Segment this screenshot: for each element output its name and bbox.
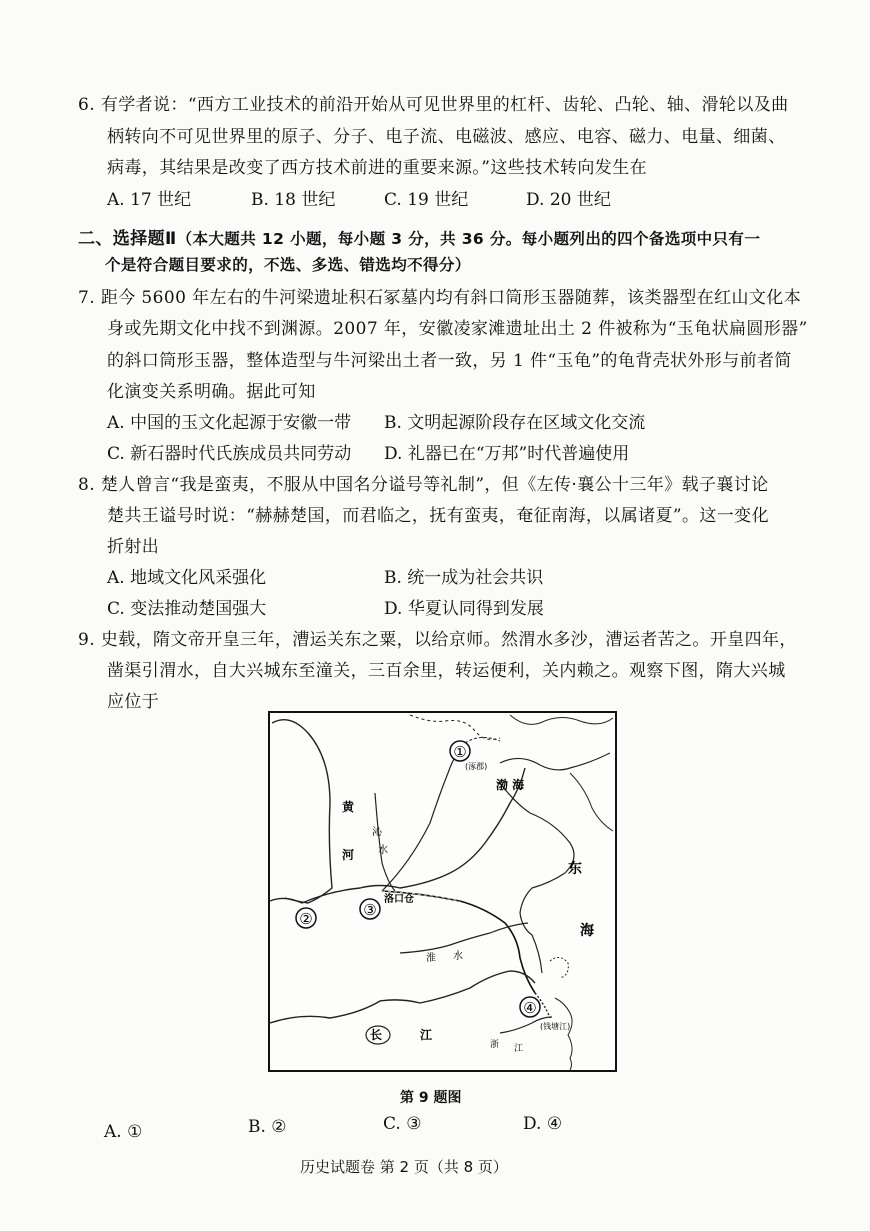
taihu-lake: [550, 957, 568, 978]
grand-canal-map: [268, 711, 617, 1072]
label-huang: 黄: [342, 800, 355, 814]
section-2-heading: [78, 224, 760, 249]
q8-option-a[interactable]: A. 地域文化风采强化: [107, 568, 267, 588]
yongji-canal: [382, 743, 465, 891]
south-coast: [555, 998, 572, 1070]
label-jiang-2: 江: [514, 1044, 524, 1054]
label-qin: 沁: [372, 827, 382, 838]
q8-option-c[interactable]: C. 变法推动楚国强大: [107, 599, 267, 619]
q8-line-2: 楚共王谥号时说：“赫赫楚国，而君临之，抚有蛮夷，奄征南海，以属诸夏”。这一变化: [107, 506, 769, 526]
q7-line-3: 的斜口筒形玉器，整体造型与牛河梁出土者一致，另 1 件“玉龟”的龟背壳状外形与前者简: [107, 351, 792, 371]
q6-line-2: 柄转向不可见世界里的原子、分子、电子流、电磁波、感应、电容、磁力、电量、细菌、: [107, 127, 786, 147]
marker-4: ④: [523, 999, 537, 1017]
q9-option-d[interactable]: D. ④: [523, 1114, 563, 1134]
map-svg: [270, 713, 615, 1070]
label-huai-shui: 水: [453, 951, 463, 962]
q9-line-1: 9. 史载，隋文帝开皇三年，漕运关东之粟，以给京师。然渭水多沙，漕运者苦之。开皇四年，: [78, 630, 797, 650]
section-2-note-2: 个是符合题目要求的，不选、多选、错选均不得分）: [105, 256, 471, 274]
label-qiantangjiang: (钱塘江): [540, 1022, 571, 1031]
q7-option-b[interactable]: B. 文明起源阶段存在区域文化交流: [384, 413, 646, 433]
marker-3: ③: [363, 901, 377, 919]
q9-option-a[interactable]: A. ①: [104, 1122, 143, 1142]
q9-option-c[interactable]: C. ③: [383, 1114, 422, 1134]
label-chang: 长: [370, 1028, 383, 1042]
section-2-title: 二、选择题Ⅱ: [78, 229, 177, 249]
label-bohai: 渤 海: [496, 778, 525, 792]
q9-line-2: 凿渠引渭水，自大兴城东至潼关，三百余里，转运便利，关内赖之。观察下图，隋大兴城: [107, 661, 786, 681]
label-jiang: 江: [420, 1028, 433, 1042]
yellow-river-lower: [270, 768, 525, 903]
label-huai: 淮: [426, 953, 436, 964]
q6-line-1: 6. 有学者说：“西方工业技术的前沿开始从可见世界里的杠杆、齿轮、凸轮、轴、滑轮以及曲: [78, 95, 789, 115]
section-2-note-1: （本大题共 12 小题，每小题 3 分，共 36 分。每小题列出的四个备选项中只有一: [176, 230, 761, 248]
label-shui: 水: [378, 845, 388, 856]
q8-option-d[interactable]: D. 华夏认同得到发展: [384, 599, 544, 619]
border-line: [410, 715, 500, 739]
q8-option-b[interactable]: B. 统一成为社会共识: [384, 568, 544, 588]
page-footer: 历史试题卷 第 2 页（共 8 页）: [300, 1158, 508, 1176]
q6-option-c[interactable]: C. 19 世纪: [384, 190, 469, 210]
label-luokoucang: 洛口仓: [384, 894, 414, 905]
q7-line-1: 7. 距今 5600 年左右的牛河梁遗址积石冢墓内均有斜口筒形玉器随葬，该类器型在红山文化本: [78, 288, 802, 308]
yangtze-river: [270, 971, 535, 1023]
q6-option-b[interactable]: B. 18 世纪: [251, 190, 336, 210]
label-zhe: 浙: [490, 1040, 500, 1050]
marker-2: ②: [299, 910, 313, 928]
qin-river: [375, 793, 395, 891]
canal-end: [465, 737, 500, 743]
east-coastline: [500, 783, 574, 973]
map-caption: 第 9 题图: [400, 1090, 462, 1106]
yellow-river-upper: [272, 720, 332, 903]
q8-line-3: 折射出: [107, 537, 160, 557]
label-zhuojun: (涿郡): [465, 762, 488, 771]
marker-1: ①: [453, 743, 467, 761]
liaodong-coast: [510, 715, 613, 724]
q7-line-2: 身或先期文化中找不到渊源。2007 年，安徽凌家滩遗址出土 2 件被称为“玉龟状扁圆形器”: [107, 319, 808, 339]
q7-line-4: 化演变关系明确。据此可知: [107, 382, 316, 402]
bohai-coast-north: [500, 753, 610, 770]
label-hai: 海: [580, 923, 594, 939]
q9-option-b[interactable]: B. ②: [248, 1117, 287, 1137]
q6-option-d[interactable]: D. 20 世纪: [526, 190, 611, 210]
label-he: 河: [342, 848, 355, 862]
q7-option-c[interactable]: C. 新石器时代氏族成员共同劳动: [107, 444, 352, 464]
q7-option-a[interactable]: A. 中国的玉文化起源于安徽一带: [107, 413, 352, 433]
q9-line-3: 应位于: [107, 692, 160, 712]
q8-line-1: 8. 楚人曾言“我是蛮夷，不服从中国名分谥号等礼制”，但《左传·襄公十三年》载子襄讨论: [78, 475, 769, 495]
q7-option-d[interactable]: D. 礼器已在“万邦”时代普遍使用: [384, 444, 630, 464]
liaodong-peninsula: [570, 773, 613, 831]
q6-option-a[interactable]: A. 17 世纪: [107, 190, 192, 210]
label-dong: 东: [568, 861, 582, 877]
q6-line-3: 病毒，其结果是改变了西方技术前进的重要来源。”这些技术转向发生在: [107, 158, 647, 178]
